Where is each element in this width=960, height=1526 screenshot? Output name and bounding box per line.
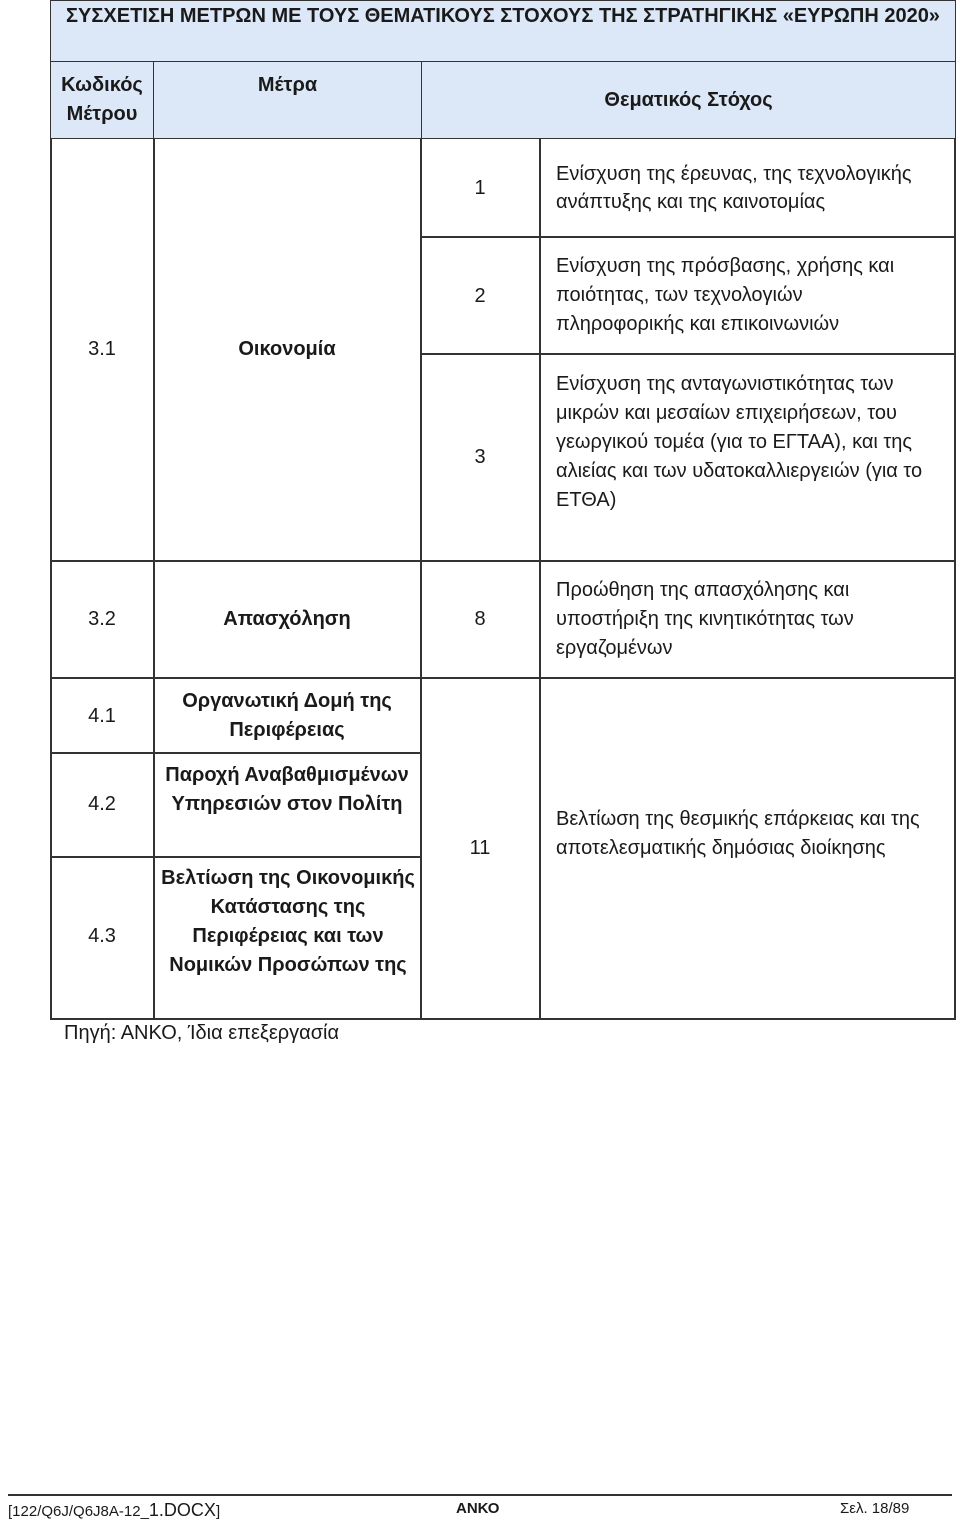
footer-doc-id bbox=[8, 1500, 308, 1521]
measure-employment: Απασχόληση bbox=[223, 608, 351, 630]
measure-economy: Οικονομία bbox=[238, 338, 336, 360]
goal-text-8: Προώθηση της απασχόλησης και υποστήριξη της κινητικότητας των εργαζομένων bbox=[556, 579, 854, 659]
code-4-2: 4.2 bbox=[88, 793, 116, 815]
footer-doc-name: 1.DOCX bbox=[148, 1500, 216, 1520]
row-line-42 bbox=[50, 856, 422, 858]
goal-num-3: 3 bbox=[474, 446, 486, 468]
header-measures: Μέτρα bbox=[257, 74, 318, 96]
divider-num-goal bbox=[539, 138, 541, 1020]
code-4-1: 4.1 bbox=[88, 705, 116, 727]
measure-finance: Βελτίωση της Οικονομικής Κατάστασης της Περιφέρειας και των Νομικών Προσώπων της bbox=[161, 867, 415, 976]
row-line-31 bbox=[50, 560, 956, 562]
row-line-41 bbox=[50, 752, 422, 754]
border-right bbox=[954, 138, 956, 1020]
measure-services: Παροχή Αναβαθμισμένων Υπηρεσιών στον Πολίτη bbox=[165, 764, 409, 815]
row-line-2 bbox=[420, 353, 956, 355]
measure-organization: Οργανωτική Δομή της Περιφέρειας bbox=[182, 690, 392, 741]
divider-measure-num bbox=[420, 138, 422, 1020]
goal-text-11: Βελτίωση της θεσμικής επάρκειας και της αποτελεσματικής δημόσιας διοίκησης bbox=[556, 808, 920, 859]
goal-text-3: Ενίσχυση της ανταγωνιστικότητας των μικρών και μεσαίων επιχειρήσεων, του γεωργικού τομέα (για το ΕΓΤΑΑ), και της αλιείας και των υδατοκαλλιεργειών (για το ΕΤΘΑ) bbox=[556, 373, 923, 511]
goal-num-2: 2 bbox=[474, 285, 486, 307]
goal-num-11: 11 bbox=[469, 837, 491, 859]
code-3-2: 3.2 bbox=[88, 608, 116, 630]
footer-center: ΑΝΚΟ bbox=[456, 1500, 500, 1517]
row-line-1 bbox=[420, 236, 956, 238]
source-note: Πηγή: ΑΝΚΟ, Ίδια επεξεργασία bbox=[64, 1022, 340, 1044]
border-left bbox=[50, 138, 52, 1020]
code-3-1: 3.1 bbox=[88, 338, 116, 360]
goal-num-8: 8 bbox=[474, 608, 486, 630]
header-goal: Θεματικός Στόχος bbox=[604, 89, 773, 111]
table-title: ΣΥΣΧΕΤΙΣΗ ΜΕΤΡΩΝ ΜΕ ΤΟΥΣ ΘΕΜΑΤΙΚΟΥΣ ΣΤΟΧΟΥΣ ΤΗΣ ΣΤΡΑΤΗΓΙΚΗΣ «ΕΥΡΩΠΗ 2020» bbox=[66, 5, 940, 27]
goal-text-2: Ενίσχυση της πρόσβασης, χρήσης και ποιότητας, των τεχνολογιών πληροφορικής και επικοινωνιών bbox=[556, 255, 895, 335]
code-4-3: 4.3 bbox=[88, 925, 116, 947]
footer-page-number: Σελ. 18/89 bbox=[840, 1500, 910, 1517]
row-line-32 bbox=[50, 677, 956, 679]
goal-num-1: 1 bbox=[474, 177, 486, 199]
footer-doc-prefix: [122/Q6J/Q6J8A-12_ bbox=[8, 1503, 149, 1520]
goal-text-1: Ενίσχυση της έρευνας, της τεχνολογικής ανάπτυξης και της καινοτομίας bbox=[556, 163, 912, 213]
header-code: Κωδικός Μέτρου bbox=[61, 74, 143, 125]
footer-doc-suffix: ] bbox=[215, 1503, 221, 1520]
divider-code-measure bbox=[153, 138, 155, 1020]
footer-rule bbox=[8, 1494, 952, 1496]
